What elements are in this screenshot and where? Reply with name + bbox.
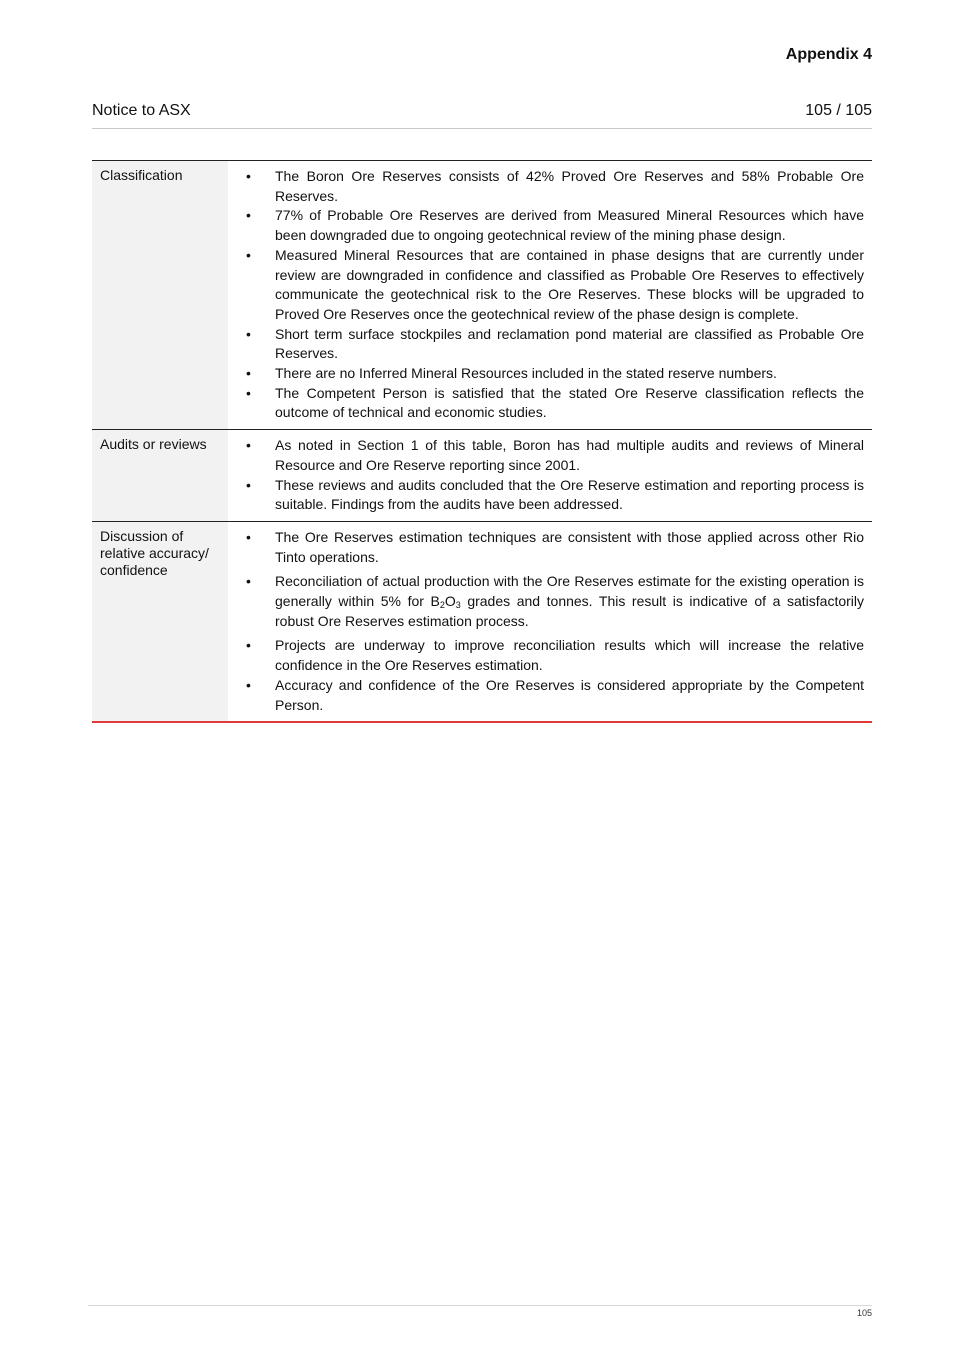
row-content-audits bbox=[228, 430, 872, 522]
footer-divider bbox=[88, 1305, 872, 1306]
page-indicator: 105 / 105 bbox=[805, 102, 872, 119]
list-item: • Projects are underway to improve reconciliation results which will increase the relative confidence in the Ore Reserves estimation. bbox=[246, 636, 864, 675]
appendix-title: Appendix 4 bbox=[785, 46, 872, 63]
subscript: 3 bbox=[455, 600, 461, 611]
text-segment: grades and tonnes. This result is indicative of a satisfactorily robust Ore Reserves estimation process. bbox=[275, 593, 864, 629]
list-item: • As noted in Section 1 of this table, Boron has had multiple audits and reviews of Mineral Resource and Ore Reserve reporting since 2001. bbox=[246, 436, 864, 475]
bullet-list bbox=[246, 436, 864, 515]
table-row-classification bbox=[92, 161, 872, 430]
document-title: Notice to ASX bbox=[92, 102, 191, 119]
page-header bbox=[92, 102, 872, 129]
text-segment: Reconciliation of actual production with the Ore Reserves estimate for the existing operation is generally within 5% for B bbox=[275, 573, 864, 610]
table-row-audits bbox=[92, 430, 872, 522]
list-item: • Accuracy and confidence of the Ore Reserves is considered appropriate by the Competent Person. bbox=[246, 676, 864, 715]
row-label-accuracy: Discussion of relative accuracy/ confidence bbox=[92, 521, 228, 722]
list-item: • Measured Mineral Resources that are contained in phase designs that are currently under review are downgraded in confidence and classified as Probable Ore Reserves to effectively communicate the geotechnical risk to the Ore Reserves. These blocks will be upgraded to Proved Ore Reserves once the geotechnical review of the phase design is complete. bbox=[246, 246, 864, 325]
bullet-list bbox=[246, 167, 864, 423]
row-label-classification: Classification bbox=[92, 161, 228, 430]
list-item: • The Competent Person is satisfied that the stated Ore Reserve classification reflects the outcome of technical and economic studies. bbox=[246, 384, 864, 423]
list-item: • The Ore Reserves estimation techniques are consistent with those applied across other Rio Tinto operations. bbox=[246, 528, 864, 567]
ore-reserves-table bbox=[92, 160, 872, 723]
text-segment: O bbox=[444, 593, 456, 610]
subscript: 2 bbox=[439, 600, 445, 611]
list-item: • The Boron Ore Reserves consists of 42% Proved Ore Reserves and 58% Probable Ore Reserves. bbox=[246, 167, 864, 206]
list-item: • These reviews and audits concluded that the Ore Reserve estimation and reporting process is suitable. Findings from the audits have been addressed. bbox=[246, 476, 864, 515]
list-item bbox=[246, 572, 864, 631]
row-content-accuracy bbox=[228, 521, 872, 722]
list-item: • Short term surface stockpiles and reclamation pond material are classified as Probable Ore Reserves. bbox=[246, 325, 864, 364]
list-item: • There are no Inferred Mineral Resources included in the stated reserve numbers. bbox=[246, 364, 864, 384]
row-label-audits: Audits or reviews bbox=[92, 430, 228, 522]
list-item: • 77% of Probable Ore Reserves are derived from Measured Mineral Resources which have been downgraded due to ongoing geotechnical review of the mining phase design. bbox=[246, 206, 864, 245]
table-row-accuracy bbox=[92, 521, 872, 722]
footer-page-number: 105 bbox=[856, 1308, 872, 1318]
row-content-classification bbox=[228, 161, 872, 430]
bullet-list bbox=[246, 528, 864, 715]
